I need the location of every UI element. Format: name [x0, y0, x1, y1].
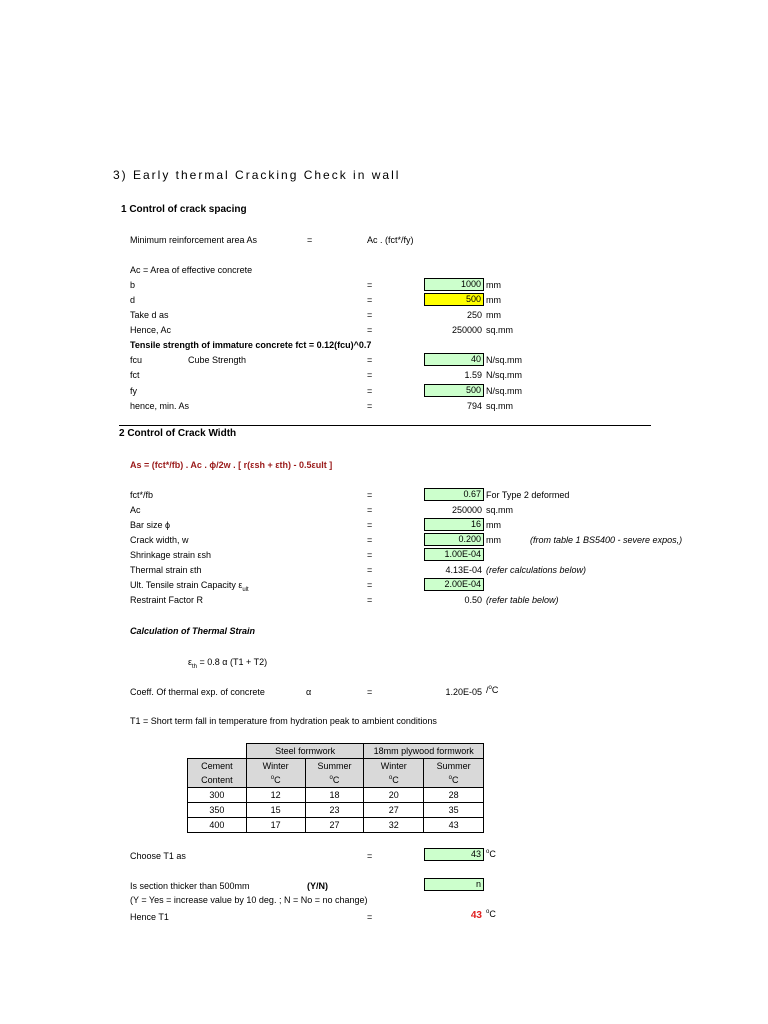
equals-sign: =: [367, 370, 373, 380]
steel-formwork-header: Steel formwork: [246, 744, 364, 759]
shrinkage-strain-label: Shrinkage strain εsh: [130, 550, 212, 560]
page-title: 3) Early thermal Cracking Check in wall: [113, 168, 401, 182]
fcu-label: fcu: [130, 355, 143, 365]
table-cell: 28: [424, 788, 484, 803]
plywood-winter-header: Winter: [364, 759, 424, 774]
table-cell: 32: [364, 818, 424, 833]
table-cell: 35: [424, 803, 484, 818]
equals-sign: =: [367, 325, 373, 335]
section-thicker-input[interactable]: n: [424, 878, 484, 891]
table-row: [188, 803, 484, 818]
thermal-strain-equation: $\varepsilon_{th} = 0.8$ α (T1 + T2): [188, 657, 268, 670]
bar-size-value-cell[interactable]: 16: [424, 518, 484, 531]
bar-size-unit: mm: [486, 520, 501, 530]
crack-width-label: Crack width, w: [130, 535, 189, 545]
ult-tensile-strain-value-cell[interactable]: 2.00E-04: [424, 578, 484, 591]
coeff-thermal-label: Coeff. Of thermal exp. of concrete: [130, 687, 265, 697]
table-cell: 27: [364, 803, 424, 818]
fct-fb-value-cell[interactable]: 0.67: [424, 488, 484, 501]
section-divider: [119, 425, 651, 426]
crack-width-note: (from table 1 BS5400 - severe expos,): [530, 535, 683, 545]
yn-label: (Y/N): [307, 881, 328, 891]
cement-cell: 400: [188, 818, 247, 833]
table-cell: 27: [305, 818, 364, 833]
hence-ac-unit: sq.mm: [486, 325, 513, 335]
fy-label: fy: [130, 386, 138, 396]
equals-sign: =: [367, 310, 373, 320]
coeff-thermal-unit: /$^o$C: [486, 685, 499, 695]
alpha-symbol: α: [306, 687, 312, 697]
section-thicker-label: Is section thicker than 500mm: [130, 881, 250, 891]
equals-sign: =: [367, 520, 373, 530]
min-as-value: 794: [466, 401, 482, 411]
min-reinforcement-formula: Ac . (fct*/fy): [367, 235, 414, 245]
section-heading-crack-width: 2 Control of Crack Width: [119, 428, 237, 439]
d-value-cell[interactable]: 500: [424, 293, 484, 306]
take-d-value: 250: [466, 310, 482, 320]
b-value-cell[interactable]: 1000: [424, 278, 484, 291]
equals-sign: =: [367, 401, 373, 411]
d-label: d: [130, 295, 136, 305]
restraint-factor-note: (refer table below): [486, 595, 559, 605]
restraint-factor-label: Restraint Factor R: [130, 595, 204, 605]
unit-header: $^o$C: [305, 773, 364, 788]
fct-fb-unit: For Type 2 deformed: [486, 490, 570, 500]
content-header: Content: [188, 773, 247, 788]
unit-header: $^o$C: [424, 773, 484, 788]
ult-tensile-strain-label: Ult. Tensile strain Capacity $\varepsilon_{ult}$: [130, 580, 249, 593]
choose-t1-value-cell[interactable]: 43: [424, 848, 484, 861]
equals-sign: =: [367, 386, 373, 396]
hence-t1-value: 43: [470, 910, 482, 921]
coeff-thermal-value: 1.20E-05: [445, 687, 482, 697]
ac-value: 250000: [451, 505, 482, 515]
table-cell: 23: [305, 803, 364, 818]
thermal-strain-heading: Calculation of Thermal Strain: [130, 626, 256, 636]
table-cell: 15: [246, 803, 305, 818]
min-as-unit: sq.mm: [486, 401, 513, 411]
thermal-strain-value: 4.13E-04: [445, 565, 482, 575]
unit-header: $^o$C: [246, 773, 305, 788]
restraint-factor-value: 0.50: [464, 595, 482, 605]
fcu-sublabel: Cube Strength: [188, 355, 247, 365]
plywood-formwork-header: 18mm plywood formwork: [364, 744, 484, 759]
fct-label: fct: [130, 370, 140, 380]
choose-t1-unit: $^o$C: [486, 849, 496, 859]
fcu-unit: N/sq.mm: [486, 355, 522, 365]
table-row: [188, 788, 484, 803]
equals-sign: =: [367, 505, 373, 515]
steel-winter-header: Winter: [246, 759, 305, 774]
equals-sign: =: [367, 912, 373, 922]
bar-size-label: Bar size ϕ: [130, 520, 171, 530]
b-unit: mm: [486, 280, 501, 290]
table-cell: 18: [305, 788, 364, 803]
equals-sign: =: [367, 565, 373, 575]
ac-definition: Ac = Area of effective concrete: [130, 265, 253, 275]
hence-ac-value: 250000: [451, 325, 482, 335]
cement-cell: 300: [188, 788, 247, 803]
cement-header: Cement: [188, 759, 247, 774]
cement-cell: 350: [188, 803, 247, 818]
thermal-strain-label: Thermal strain εth: [130, 565, 202, 575]
min-reinforcement-label: Minimum reinforcement area As: [130, 235, 258, 245]
yn-note: (Y = Yes = increase value by 10 deg. ; N = No = no change): [130, 895, 368, 905]
fct-fb-label: fct*/fb: [130, 490, 154, 500]
table-cell: 17: [246, 818, 305, 833]
hence-ac-label: Hence, Ac: [130, 325, 172, 335]
choose-t1-label: Choose T1 as: [130, 851, 186, 861]
equals-sign: =: [367, 535, 373, 545]
section-heading-crack-spacing: 1 Control of crack spacing: [121, 204, 247, 215]
take-d-label: Take d as: [130, 310, 169, 320]
equals-sign: =: [367, 355, 373, 365]
equals-sign: =: [367, 280, 373, 290]
fy-value-cell[interactable]: 500: [424, 384, 484, 397]
plywood-summer-header: Summer: [424, 759, 484, 774]
fct-unit: N/sq.mm: [486, 370, 522, 380]
equals-sign: =: [367, 550, 373, 560]
fy-unit: N/sq.mm: [486, 386, 522, 396]
t1-table: [187, 743, 484, 833]
crack-width-unit: mm: [486, 535, 501, 545]
equals-sign: =: [367, 580, 373, 590]
ac-unit: sq.mm: [486, 505, 513, 515]
table-row: [188, 818, 484, 833]
table-cell: 20: [364, 788, 424, 803]
equals-sign: =: [367, 851, 373, 861]
equals-sign: =: [367, 490, 373, 500]
equals-sign: =: [367, 595, 373, 605]
table-cell: 12: [246, 788, 305, 803]
equals-sign: =: [367, 295, 373, 305]
equals-sign: =: [367, 687, 373, 697]
equals-sign: =: [307, 235, 313, 245]
hence-t1-label: Hence T1: [130, 912, 169, 922]
min-as-label: hence, min. As: [130, 401, 190, 411]
hence-t1-unit: $^o$C: [486, 909, 496, 919]
ac-label: Ac: [130, 505, 141, 515]
fct-value: 1.59: [464, 370, 482, 380]
take-d-unit: mm: [486, 310, 501, 320]
tensile-strength-heading: Tensile strength of immature concrete fct = 0.12(fcu)^0.7: [130, 340, 372, 350]
crack-width-formula: As = (fct*/fb) . Ac . ϕ/2w . [ r(εsh + εth) - 0.5εult ]: [130, 460, 333, 470]
d-unit: mm: [486, 295, 501, 305]
steel-summer-header: Summer: [305, 759, 364, 774]
t1-definition: T1 = Short term fall in temperature from hydration peak to ambient conditions: [130, 716, 437, 726]
table-cell: 43: [424, 818, 484, 833]
crack-width-value-cell[interactable]: 0.200: [424, 533, 484, 546]
table-blank-cell: [188, 744, 247, 759]
unit-header: $^o$C: [364, 773, 424, 788]
fcu-value-cell[interactable]: 40: [424, 353, 484, 366]
shrinkage-strain-value-cell[interactable]: 1.00E-04: [424, 548, 484, 561]
b-label: b: [130, 280, 136, 290]
thermal-strain-note: (refer calculations below): [486, 565, 587, 575]
